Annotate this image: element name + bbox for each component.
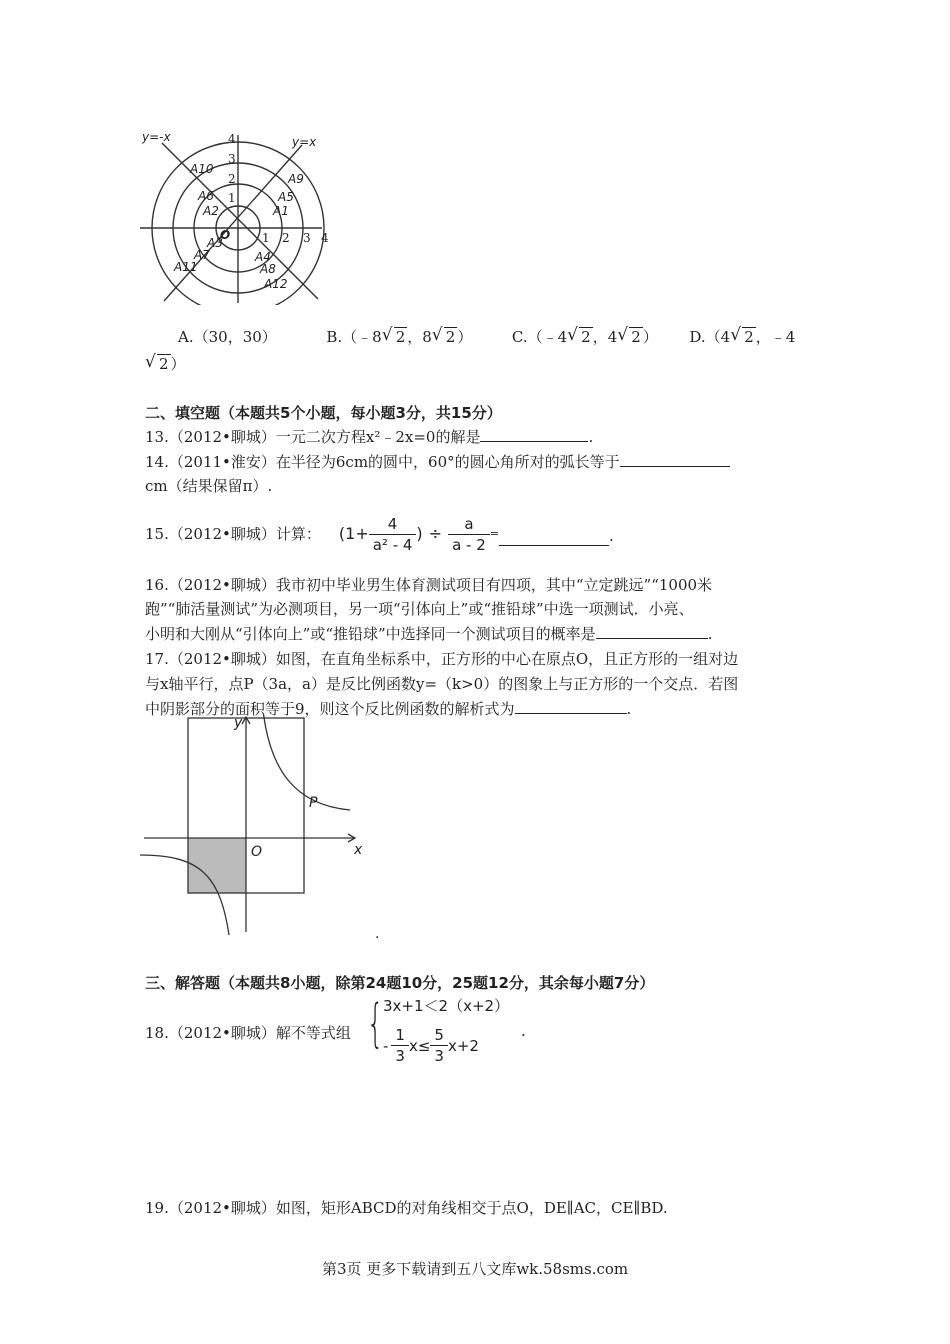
section2-heading: 二、填空题（本题共5个小题，每小题3分，共15分） bbox=[145, 404, 502, 422]
point-a6: A6 bbox=[198, 189, 214, 203]
point-a1: A1 bbox=[273, 204, 289, 218]
point-a8: A8 bbox=[260, 262, 276, 276]
point-a9: A9 bbox=[288, 172, 304, 186]
option-c: C.（﹣4 √ 2 ，4 √ 2 ） bbox=[511, 325, 658, 346]
page-footer: 第3页 更多下载请到五八文库wk.58sms.com bbox=[322, 1260, 629, 1278]
label-y-neg-x: y=-x bbox=[142, 130, 171, 144]
q12-options-line1 bbox=[178, 325, 795, 349]
fraction-a-over-a-2: $\frac{a}{a - 2}$ bbox=[448, 514, 490, 555]
question-16-line1: 16.（2012•聊城）我市初中毕业男生体育测试项目有四项，其中“立定跳远”“1000米 bbox=[145, 576, 713, 594]
answer-blank-13[interactable] bbox=[480, 425, 588, 442]
label-x-axis: x bbox=[354, 842, 363, 858]
tick-x-3: 3 bbox=[303, 231, 311, 245]
question-14-line2: cm（结果保留π）. bbox=[145, 477, 273, 495]
section3-heading: 三、解答题（本题共8小题，除第24题10分，25题12分，其余每小题7分） bbox=[145, 974, 655, 992]
shaded-region bbox=[188, 838, 246, 893]
point-a12: A12 bbox=[264, 277, 288, 291]
tick-x-1: 1 bbox=[262, 231, 270, 245]
question-19: 19.（2012•聊城）如图，矩形ABCD的对角线相交于点O，DE∥AC，CE∥BD. bbox=[145, 1199, 668, 1217]
option-b: B.（﹣8 √ 2 ，8 √ 2 ） bbox=[326, 325, 473, 346]
question-16-line3: 小明和大刚从“引体向上”或“推铅球”中选择同一个测试项目的概率是 . bbox=[145, 622, 712, 646]
point-a5: A5 bbox=[278, 190, 294, 204]
point-a2: A2 bbox=[203, 204, 219, 218]
fraction-4-over-a2-4: $\frac{4}{\text{a² - 4}}$ bbox=[369, 514, 417, 555]
point-a7: A7 bbox=[194, 248, 210, 262]
label-origin-o: O bbox=[251, 844, 263, 860]
option-d: D.（4 √ 2 ，﹣4 bbox=[689, 325, 796, 346]
inequality-1: 3x+1＜2（x+2） bbox=[383, 997, 510, 1015]
answer-blank-14[interactable] bbox=[620, 450, 730, 467]
label-origin: O bbox=[220, 228, 231, 242]
label-point-p: P bbox=[309, 795, 318, 811]
question-17-line1: 17.（2012•聊城）如图，在直角坐标系中，正方形的中心在原点O，且正方形的一组对边 bbox=[145, 650, 739, 668]
inequality-2: - $\frac{1}{3}$ x≤ $\frac{5}{3}$ x+2 bbox=[383, 1026, 479, 1065]
question-15: 15.（2012•聊城）计算： (1+ $\frac{4}{\text{a² - 4}}$ ) ÷ $\frac{a}{a - 2}$ = . bbox=[145, 514, 614, 554]
question-17-line3: 中阴影部分的面积等于9，则这个反比例函数的解析式为 . bbox=[145, 697, 631, 721]
question-13: 13.（2012•聊城）一元二次方程x²﹣2x=0的解是 . bbox=[145, 425, 593, 449]
question-17-line2: 与x轴平行，点P（3a，a）是反比例函数y=（k>0）的图象上与正方形的一个交点．若图 bbox=[145, 675, 739, 693]
tick-y-4: 4 bbox=[228, 132, 236, 146]
question-16-line2: 跑”“肺活量测试”为必测项目，另一项“引体向上”或“推铅球”中选一项测试．小亮、 bbox=[145, 600, 694, 618]
answer-blank-17[interactable] bbox=[515, 697, 627, 714]
option-a: A.（30，30） bbox=[178, 328, 277, 346]
tick-x-4: 4 bbox=[321, 231, 329, 245]
concentric-circles-figure bbox=[140, 125, 360, 305]
label-y-axis: y bbox=[234, 715, 243, 731]
q12-options-line2: √ 2 ） bbox=[145, 352, 186, 373]
tick-y-1: 1 bbox=[228, 191, 236, 205]
point-a11: A11 bbox=[174, 260, 198, 274]
tick-y-3: 3 bbox=[228, 152, 236, 166]
point-a10: A10 bbox=[190, 162, 214, 176]
point-a3: A3 bbox=[207, 236, 223, 250]
label-y-x: y=x bbox=[292, 135, 317, 149]
tick-x-2: 2 bbox=[282, 231, 290, 245]
trailing-dot: . bbox=[375, 926, 380, 942]
question-14-line1: 14.（2011•淮安）在半径为6cm的圆中，60°的圆心角所对的弧长等于 bbox=[145, 450, 730, 474]
answer-blank-16[interactable] bbox=[596, 622, 708, 639]
hyperbola-square-figure bbox=[140, 715, 390, 943]
answer-blank-15[interactable] bbox=[499, 529, 609, 546]
tick-y-2: 2 bbox=[228, 172, 236, 186]
point-a4: A4 bbox=[255, 250, 271, 264]
